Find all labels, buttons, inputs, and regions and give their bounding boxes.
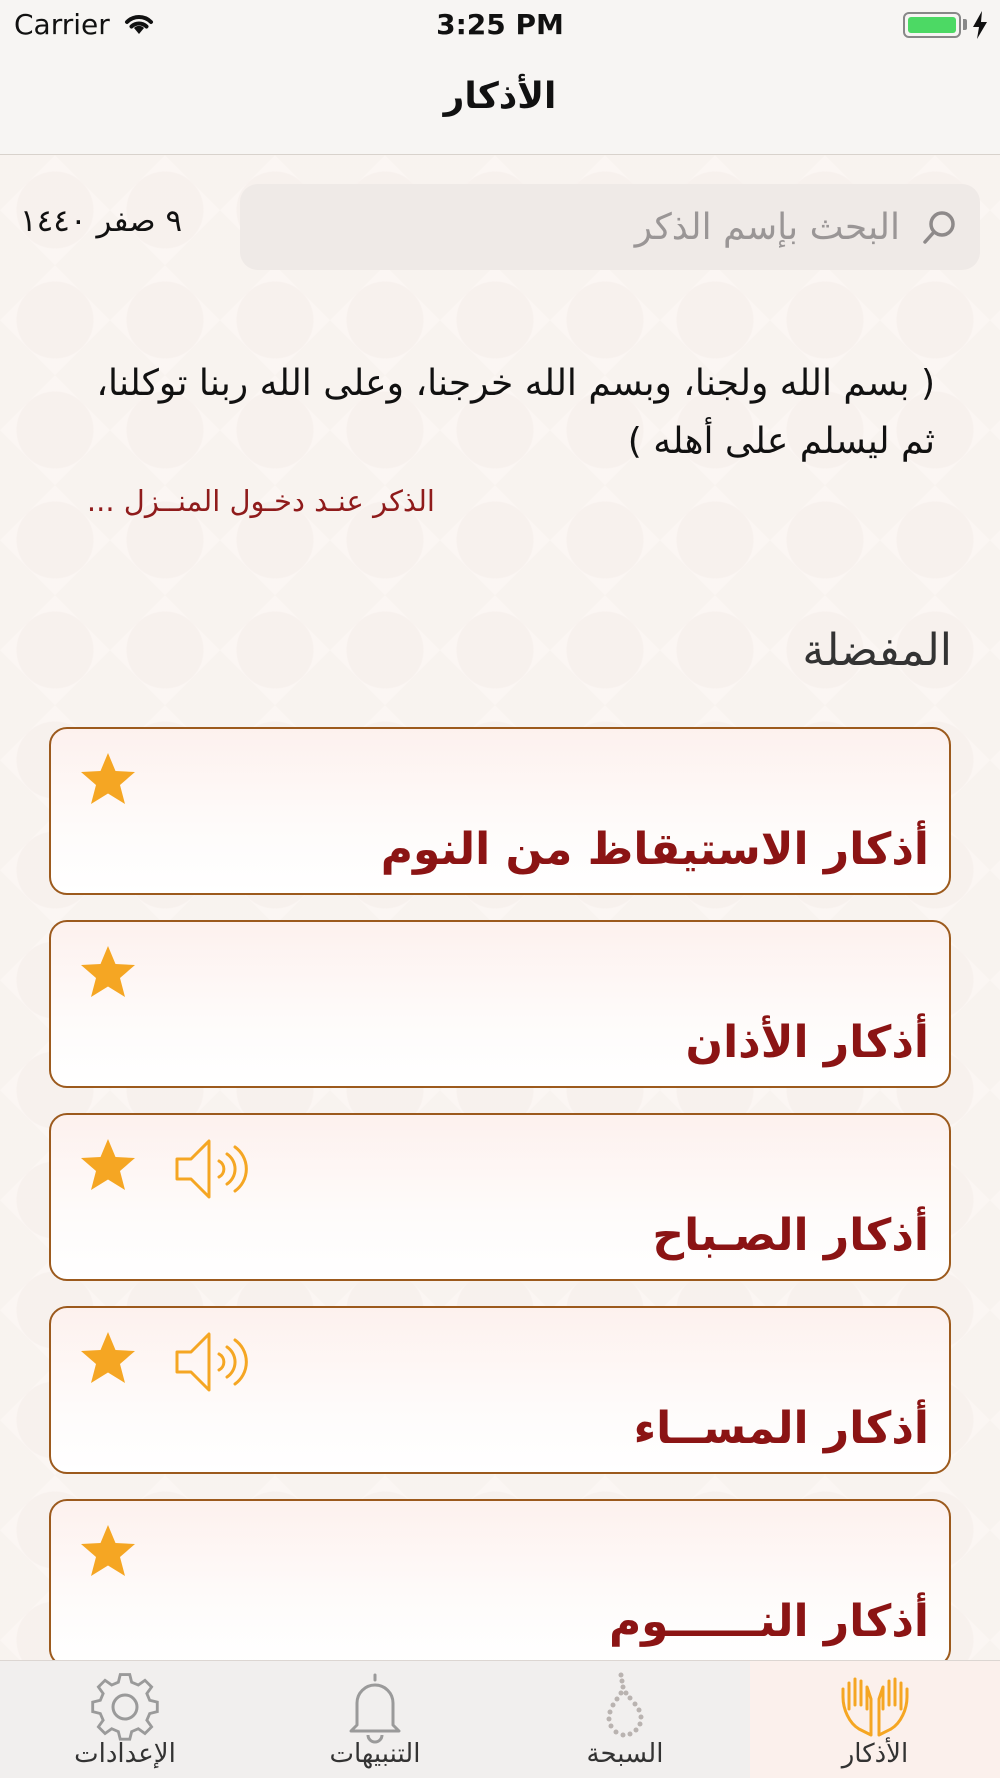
speaker-icon[interactable] bbox=[173, 1330, 251, 1394]
favorite-card-adhan[interactable] bbox=[49, 920, 951, 1088]
hijri-date: ٩ صفر ١٤٤٠ bbox=[20, 203, 183, 239]
card-title: أذكار الأذان bbox=[685, 1017, 929, 1068]
navigation-bar bbox=[0, 50, 1000, 155]
page-title: الأذكار bbox=[443, 76, 557, 117]
favorite-card-sleep[interactable] bbox=[49, 1499, 951, 1667]
tab-label: الأذكار bbox=[841, 1739, 909, 1769]
clock: 3:25 PM bbox=[436, 8, 564, 41]
star-icon[interactable] bbox=[79, 944, 137, 1000]
battery-nub bbox=[963, 19, 967, 30]
favorite-card-evening[interactable] bbox=[49, 1306, 951, 1474]
card-title: أذكار الاستيقاظ من النوم bbox=[380, 824, 929, 875]
tab-settings[interactable] bbox=[0, 1661, 250, 1778]
search-icon bbox=[920, 208, 960, 248]
featured-dhikr-text[interactable]: ( بسم الله ولجنا، وبسم الله خرجنا، وعلى الله ربنا توكلنا، ثم ليسلم على أهله ) bbox=[96, 363, 935, 462]
card-title: أذكار المســاء bbox=[633, 1403, 929, 1454]
tab-label: التنبيهات bbox=[329, 1739, 421, 1769]
speaker-icon[interactable] bbox=[173, 1137, 251, 1201]
star-icon[interactable] bbox=[79, 1523, 137, 1579]
favorite-card-morning[interactable] bbox=[49, 1113, 951, 1281]
charging-bolt-icon bbox=[970, 10, 990, 40]
tab-adhkar[interactable] bbox=[750, 1661, 1000, 1778]
status-bar bbox=[0, 0, 1000, 50]
card-title: أذكار النــــــوم bbox=[608, 1596, 929, 1647]
battery-icon bbox=[903, 12, 961, 38]
favorites-section-title: المفضلة bbox=[802, 625, 952, 676]
tab-tasbih[interactable] bbox=[500, 1661, 750, 1778]
carrier-label: Carrier bbox=[14, 8, 110, 41]
featured-dhikr-occasion[interactable]: الذكر عنـد دخـول المنــزل ... bbox=[86, 484, 435, 518]
card-title: أذكار الصـباح bbox=[652, 1210, 929, 1261]
gear-icon bbox=[85, 1669, 165, 1745]
tab-label: الإعدادات bbox=[74, 1739, 176, 1769]
bell-icon bbox=[335, 1669, 415, 1745]
search-input[interactable] bbox=[260, 184, 900, 270]
tab-label: السبحة bbox=[586, 1739, 664, 1769]
star-icon[interactable] bbox=[79, 1330, 137, 1386]
search-bar[interactable] bbox=[240, 184, 980, 270]
tab-bar bbox=[0, 1660, 1000, 1778]
star-icon[interactable] bbox=[79, 1137, 137, 1193]
favorite-card-waking[interactable] bbox=[49, 727, 951, 895]
tab-alerts[interactable] bbox=[250, 1661, 500, 1778]
star-icon[interactable] bbox=[79, 751, 137, 807]
prayer-beads-icon bbox=[585, 1669, 665, 1745]
praying-hands-icon bbox=[835, 1669, 915, 1745]
